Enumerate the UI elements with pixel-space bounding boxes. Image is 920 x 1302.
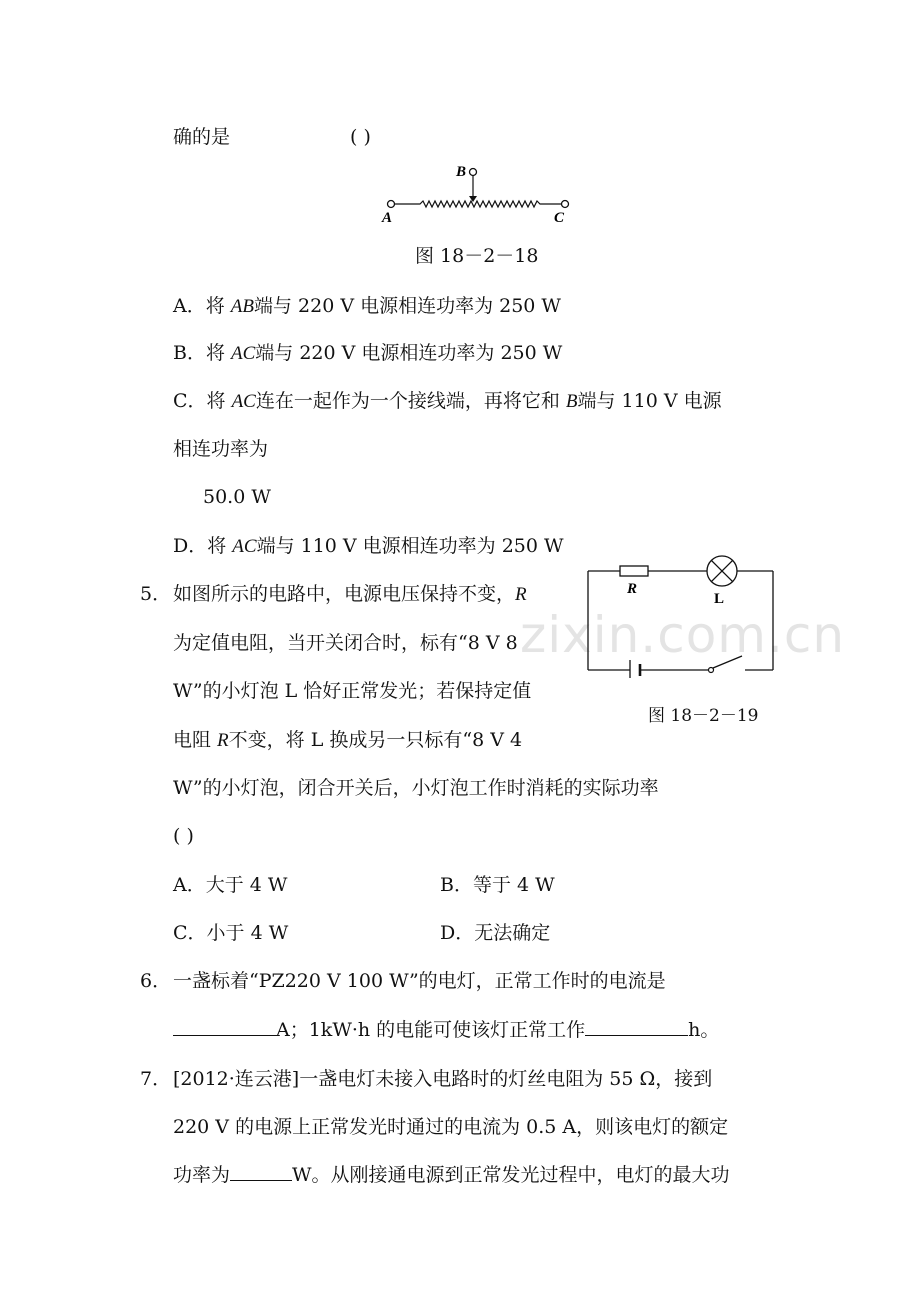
answer-bracket: ( ) [173, 825, 194, 847]
answer-blank[interactable] [585, 1017, 688, 1036]
label-c: C [554, 210, 565, 226]
option-5b: B．等于 4 W [440, 874, 555, 896]
option-4a: A．将 AB端与 220 V 电源相连功率为 250 W [173, 295, 561, 317]
answer-blank[interactable] [173, 1017, 276, 1036]
terminal-b [470, 169, 477, 176]
slider-arrow [469, 196, 477, 202]
switch-lever [713, 656, 742, 668]
answer-bracket: ( ) [350, 126, 371, 148]
label-b: B [456, 164, 467, 180]
option-4c-line2: 相连功率为 [173, 438, 269, 460]
option-5c: C．小于 4 W [173, 922, 289, 944]
question-6-line1: 一盏标着“PZ220 V 100 W”的电灯，正常工作时的电流是 [173, 970, 666, 992]
terminal-c [562, 201, 569, 208]
question-7-line3: 功率为 W。从刚接通电源到正常发光过程中，电灯的最大功 [173, 1164, 730, 1186]
option-4c: C．将 AC连在一起作为一个接线端，再将它和 B端与 110 V 电源 [173, 390, 722, 412]
watermark: zixin.com.cn [520, 606, 846, 664]
option-5a: A．大于 4 W [173, 874, 288, 896]
figure-caption-18: 图 18－2－18 [415, 245, 539, 267]
question-5-line1: 如图所示的电路中，电源电压保持不变，R [173, 583, 527, 605]
option-4d: D．将 AC端与 110 V 电源相连功率为 250 W [173, 535, 564, 557]
figure-caption-19: 图 18－2－19 [648, 706, 759, 726]
terminal-a [388, 201, 395, 208]
question-5-line5: W”的小灯泡，闭合开关后，小灯泡工作时消耗的实际功率 [173, 777, 659, 799]
question-5-line2: 为定值电阻，当开关闭合时，标有“8 V 8 [173, 632, 518, 654]
resistor [620, 566, 648, 576]
label-a: A [382, 210, 393, 226]
question-7-line2: 220 V 的电源上正常发光时通过的电流为 0.5 A，则该电灯的额定 [173, 1116, 729, 1138]
option-5d: D．无法确定 [440, 922, 551, 944]
question-6-line2: A；1kW·h 的电能可使该灯正常工作 h。 [173, 1017, 719, 1043]
question-5-line4: 电阻 R不变，将 L 换成另一只标有“8 V 4 [173, 729, 523, 751]
question-5-line3: W”的小灯泡 L 恰好正常发光；若保持定值 [173, 680, 532, 702]
label-l: L [714, 591, 725, 607]
option-4b: B．将 AC端与 220 V 电源相连功率为 250 W [173, 342, 563, 364]
question-5-number: 5． [140, 583, 172, 605]
question-7-line1: [2012·连云港]一盏电灯未接入电路时的灯丝电阻为 55 Ω，接到 [173, 1068, 713, 1090]
switch-contact-left [709, 668, 714, 673]
circuit-diagram [580, 548, 790, 678]
label-r: R [627, 581, 638, 597]
question-6-number: 6． [140, 970, 172, 992]
option-4c-line3: 50.0 W [203, 486, 271, 508]
question-7-number: 7． [140, 1068, 172, 1090]
answer-blank[interactable] [230, 1162, 292, 1181]
rheostat-diagram [380, 158, 580, 228]
question-4-stem: 确的是 [173, 126, 231, 148]
resistor-wire [395, 201, 562, 207]
